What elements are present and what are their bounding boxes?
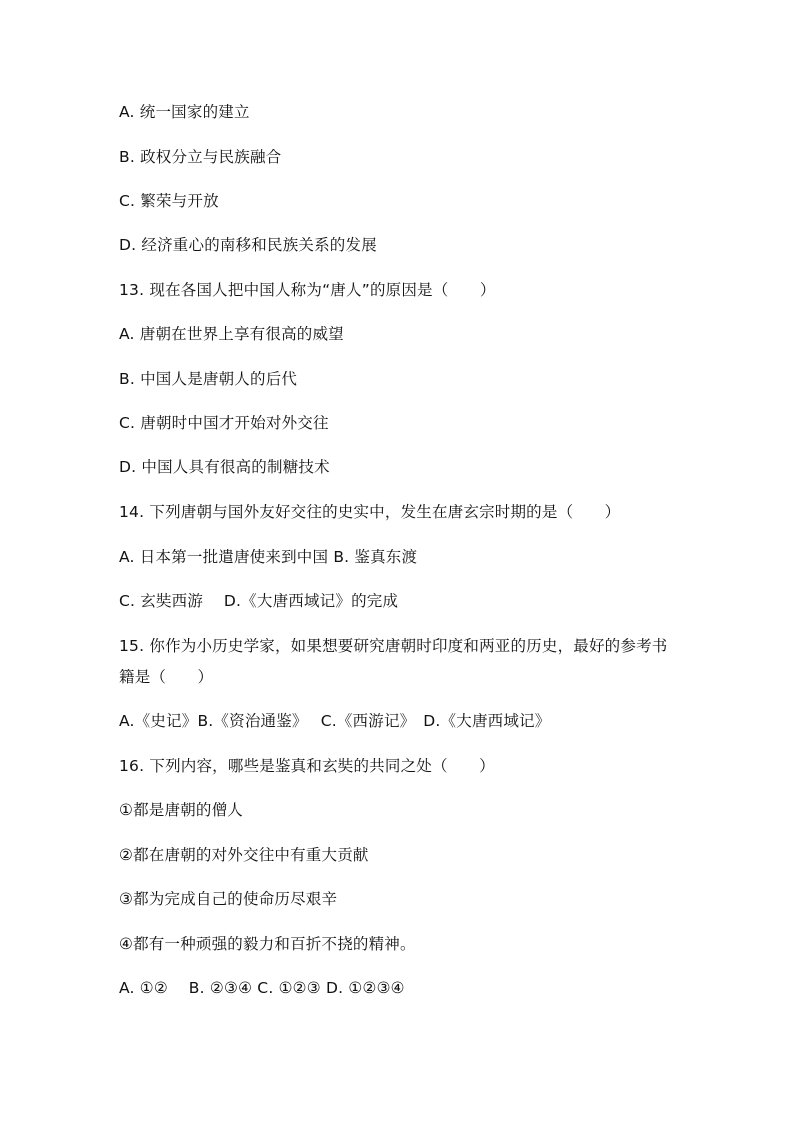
options-14cd: C. 玄奘西游 D.《大唐西域记》的完成 — [119, 592, 399, 610]
option-12b: B. 政权分立与民族融合 — [119, 148, 282, 166]
options-15: A.《史记》B.《资治通鉴》 C.《西游记》 D.《大唐西域记》 — [119, 712, 551, 730]
question-15-line1: 15. 你作为小历史学家，如果想要研究唐朝时印度和两亚的历史，最好的参考书 — [119, 637, 668, 655]
question-16: 16. 下列内容，哪些是鉴真和玄奘的共同之处（ ） — [119, 757, 495, 775]
statement-16-3: ③都为完成自己的使命历尽艰辛 — [119, 890, 338, 908]
option-13b: B. 中国人是唐朝人的后代 — [119, 370, 298, 388]
option-13a: A. 唐朝在世界上享有很高的威望 — [119, 325, 344, 343]
question-15-line2: 籍是（ ） — [119, 668, 214, 686]
options-16: A. ①② B. ②③④ C. ①②③ D. ①②③④ — [119, 979, 405, 997]
option-12d: D. 经济重心的南移和民族关系的发展 — [119, 236, 377, 254]
option-12c: C. 繁荣与开放 — [119, 192, 219, 210]
option-13c: C. 唐朝时中国才开始对外交往 — [119, 414, 329, 432]
options-14ab: A. 日本第一批遣唐使来到中国 B. 鉴真东渡 — [119, 548, 418, 566]
statement-16-1: ①都是唐朝的僧人 — [119, 801, 243, 819]
question-13: 13. 现在各国人把中国人称为“唐人”的原因是（ ） — [119, 281, 496, 299]
statement-16-4: ④都有一种顽强的毅力和百折不挠的精神。 — [119, 935, 416, 953]
question-14: 14. 下列唐朝与国外友好交往的史实中，发生在唐玄宗时期的是（ ） — [119, 503, 621, 521]
statement-16-2: ②都在唐朝的对外交往中有重大贡献 — [119, 846, 369, 864]
option-12a: A. 统一国家的建立 — [119, 103, 250, 121]
option-13d: D. 中国人具有很高的制糖技术 — [119, 458, 330, 476]
